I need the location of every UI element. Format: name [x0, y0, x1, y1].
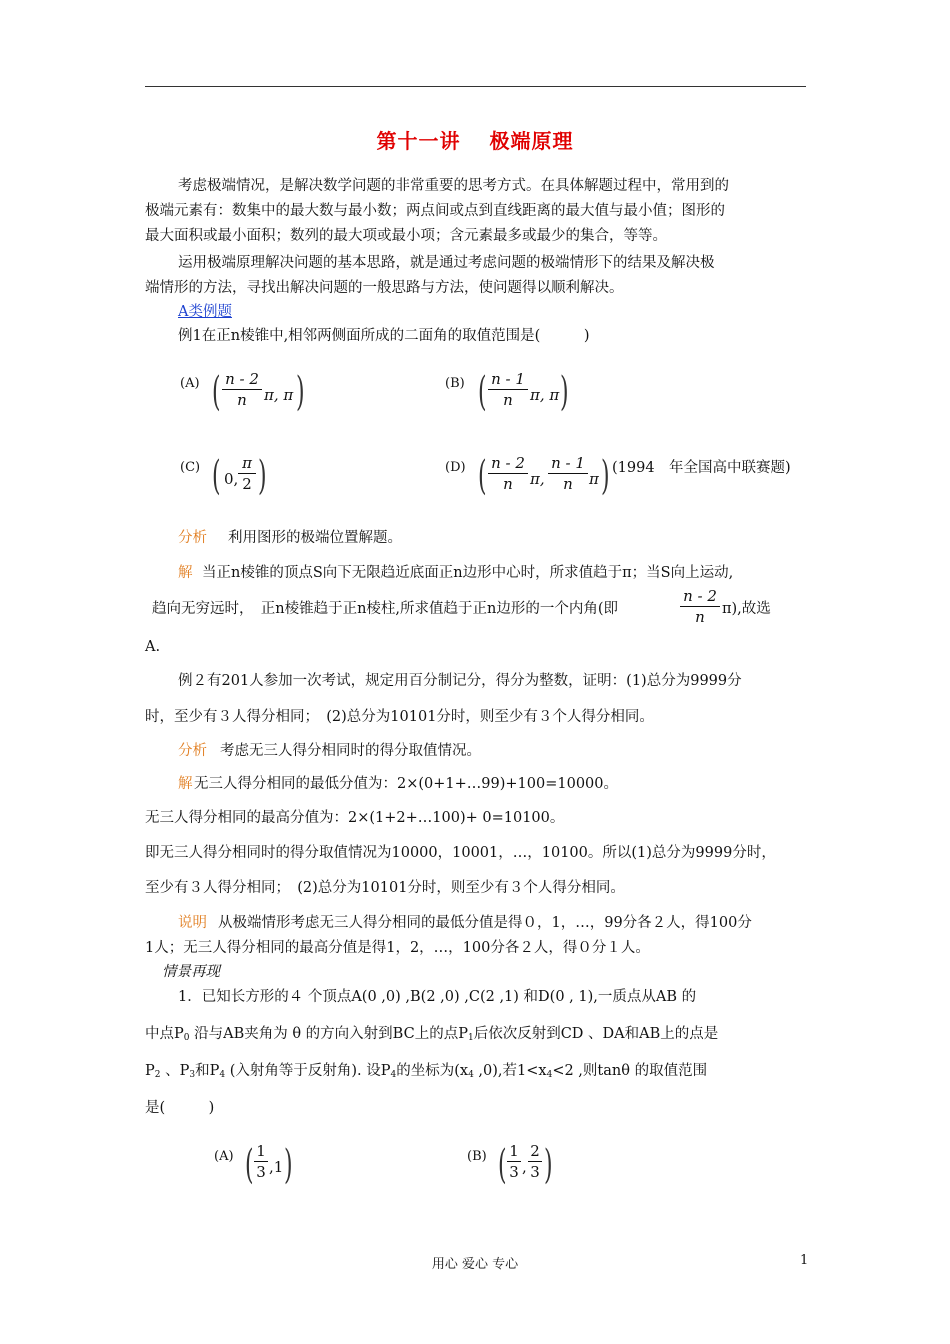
- q1-l3-text: ,0),若1<x: [473, 1063, 547, 1079]
- q1-l3-text: 和P: [195, 1063, 220, 1079]
- q1-l3-text: (入射角等于反射角). 设P: [225, 1063, 391, 1079]
- numerator: n - 2: [491, 454, 525, 472]
- header-rule: [145, 86, 806, 87]
- q1-l2-text: 后依次反射到CD 、DA和AB上的点是: [473, 1026, 719, 1042]
- intro-p1-l3: 最大面积或最小面积；数列的最大项或最小项；含元素最多或最少的集合，等等。: [145, 228, 667, 244]
- ex1-d-mid: π,: [530, 470, 545, 488]
- subscript: 3: [189, 1070, 196, 1080]
- ex1-analysis-label: 分析: [178, 530, 207, 546]
- numerator: 1: [256, 1142, 266, 1160]
- q1-a-tail: ,1: [269, 1158, 284, 1176]
- ex2-analysis-label: 分析: [178, 743, 207, 759]
- ex1-c-fraction: [238, 454, 256, 493]
- numerator: n - 2: [225, 370, 259, 388]
- subscript: 4: [546, 1070, 553, 1080]
- subscript: 0: [183, 1033, 190, 1043]
- q1-l3-text: <2 ,则tanθ 的取值范围: [552, 1063, 708, 1079]
- paren-left: (: [245, 1142, 254, 1188]
- q1-l3: [145, 1061, 707, 1085]
- subscript: 4: [390, 1070, 397, 1080]
- ex2-sol-label: 解: [178, 776, 193, 792]
- intro-p1-l2: 极端元素有：数集中的最大数与最小数；两点间或点到直线距离的最大值与最小值；图形的: [145, 203, 725, 219]
- ex1-question: 例1在正n棱锥中,相邻两侧面所成的二面角的取值范围是( ): [178, 328, 590, 344]
- paren-left: (: [212, 453, 221, 499]
- q1-l2-text: 沿与AB夹角为 θ 的方向入射到BC上的点P: [189, 1026, 468, 1042]
- numerator: n - 1: [551, 454, 585, 472]
- scene-title: 情景再现: [162, 964, 220, 980]
- ex2-q-l2: 时，至少有３人得分相同； (2)总分为10101分时，则至少有３个人得分相同。: [145, 709, 654, 725]
- subscript: 4: [219, 1070, 226, 1080]
- ex2-analysis: 考虑无三人得分相同时的得分取值情况。: [220, 743, 481, 759]
- numerator: 1: [509, 1142, 519, 1160]
- denominator: 3: [530, 1163, 540, 1181]
- ex1-c-pre: 0,: [224, 470, 239, 488]
- ex1-opt-b-label: (B): [445, 376, 465, 391]
- q1-l3-text: P: [145, 1063, 155, 1079]
- paren-right: ): [258, 453, 267, 499]
- q1-l2: [145, 1024, 718, 1048]
- q1-b-fraction-2: [528, 1142, 542, 1181]
- denominator: 2: [242, 475, 252, 493]
- intro-p2-l2: 端情形的方法，寻找出解决问题的一般思路与方法，使问题得以顺利解决。: [145, 280, 624, 296]
- denominator: 3: [509, 1163, 519, 1181]
- comma: ,: [522, 1158, 527, 1176]
- denominator: n: [503, 391, 513, 409]
- paren-right: ): [560, 369, 569, 415]
- ex1-d-tail: π: [589, 470, 599, 488]
- ex1-a-tail: π, π: [264, 386, 294, 404]
- q1-opt-b-label: (B): [467, 1149, 487, 1164]
- paren-right: ): [544, 1142, 553, 1188]
- paren-left: (: [478, 453, 487, 499]
- subscript: 1: [467, 1033, 474, 1043]
- ex1-analysis: 利用图形的极端位置解题。: [228, 530, 402, 546]
- ex2-note-label: 说明: [178, 915, 207, 931]
- q1-a-fraction: [254, 1142, 268, 1181]
- intro-p2-l1: 运用极端原理解决问题的基本思路，就是通过考虑问题的极端情形下的结果及解决极: [178, 255, 715, 271]
- ex2-note-l2: 1人；无三人得分相同的最高分值是得1，2，…，100分各２人，得０分１人。: [145, 940, 650, 956]
- paren-left: (: [478, 369, 487, 415]
- paren-right: ): [601, 453, 610, 499]
- q1-l3-text: 、P: [160, 1063, 190, 1079]
- q1-opt-a-label: (A): [214, 1149, 234, 1164]
- ex1-sol-l2a: 趋向无穷远时， 正n棱锥趋于正n棱柱,所求值趋于正n边形的一个内角(即: [152, 601, 619, 617]
- subscript: 2: [154, 1070, 161, 1080]
- numerator: 2: [530, 1142, 540, 1160]
- ex1-opt-a-label: (A): [180, 376, 200, 391]
- q1-l1: 1．已知长方形的４ 个顶点A(0 ,0) ,B(2 ,0) ,C(2 ,1) 和D(0 , 1),一质点从AB 的: [178, 989, 697, 1005]
- paren-right: ): [284, 1142, 293, 1188]
- q1-l2-text: 中点P: [145, 1026, 184, 1042]
- ex2-note-l1: 从极端情形考虑无三人得分相同的最低分值是得０，1，…，99分各２人，得100分: [218, 915, 752, 931]
- ex1-sol-label: 解: [178, 565, 193, 581]
- ex2-sol-l1: 无三人得分相同的最低分值为：2×(0+1+…99)+100=10000。: [194, 776, 618, 792]
- ex1-sol-l3: A.: [145, 639, 161, 655]
- numerator: n - 1: [491, 370, 525, 388]
- denominator: n: [695, 608, 705, 626]
- ex1-d-fraction-2: [548, 454, 588, 493]
- ex2-q-l1: 例２有201人参加一次考试，规定用百分制记分，得分为整数，证明：(1)总分为9999分: [178, 673, 742, 689]
- ex1-a-fraction: [222, 370, 262, 409]
- denominator: 3: [256, 1163, 266, 1181]
- ex1-sol-l1: 当正n棱锥的顶点S向下无限趋近底面正n边形中心时，所求值趋于π；当S向上运动,: [202, 565, 734, 581]
- q1-b-fraction-1: [507, 1142, 521, 1181]
- ex2-sol-l2: 无三人得分相同的最高分值为：2×(1+2+…100)+ 0=10100。: [145, 810, 565, 826]
- intro-p1-l1: 考虑极端情况，是解决数学问题的非常重要的思考方式。在具体解题过程中，常用到的: [178, 178, 729, 194]
- ex2-sol-l4: 至少有３人得分相同； (2)总分为10101分时，则至少有３个人得分相同。: [145, 880, 625, 896]
- denominator: n: [503, 475, 513, 493]
- q1-l3-text: 的坐标为(x: [396, 1063, 469, 1079]
- paren-left: (: [498, 1142, 507, 1188]
- ex1-d-fraction-1: [488, 454, 528, 493]
- denominator: n: [237, 391, 247, 409]
- ex1-b-tail: π, π: [530, 386, 560, 404]
- denominator: n: [563, 475, 573, 493]
- q1-l4: 是( ): [145, 1100, 215, 1116]
- section-a-link[interactable]: A类例题: [178, 304, 232, 320]
- page-title: 第十一讲 极端原理: [376, 129, 574, 153]
- paren-right: ): [296, 369, 305, 415]
- ex1-opt-c-label: (C): [180, 460, 201, 475]
- footer-text: 用心 爱心 专心: [431, 1257, 519, 1272]
- ex1-opt-d-label: (D): [445, 460, 466, 475]
- numerator: π: [242, 454, 252, 472]
- subscript: 4: [468, 1070, 474, 1080]
- ex1-source: (1994 年全国高中联赛题): [612, 460, 791, 476]
- numerator: n - 2: [683, 587, 717, 605]
- ex1-sol-fraction: [680, 587, 720, 626]
- ex2-sol-l3: 即无三人得分相同时的得分取值情况为10000，10001，…，10100。所以(1)总分为9999分时，: [145, 845, 776, 861]
- ex1-sol-l2b: π),故选: [722, 601, 771, 617]
- paren-left: (: [212, 369, 221, 415]
- page-number: 1: [800, 1253, 809, 1268]
- ex1-b-fraction: [488, 370, 528, 409]
